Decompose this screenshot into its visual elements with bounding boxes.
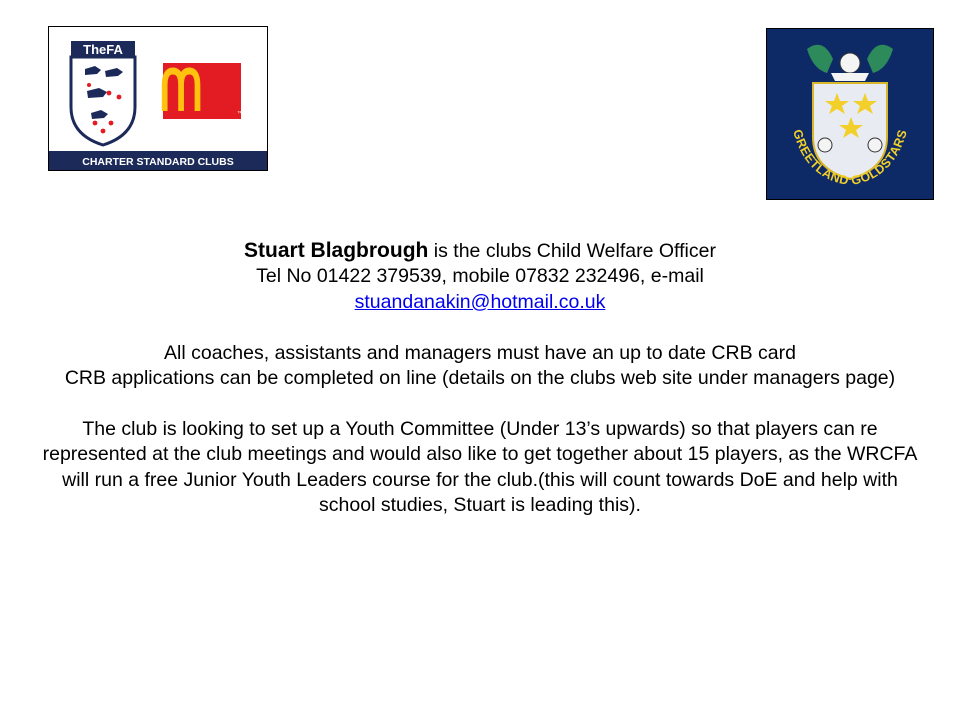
youth-committee-paragraph: The club is looking to set up a Youth Committee (Under 13’s upwards) so that players can re represented at the club meetings and would also like to get together about 15 players, as the WRCFA will run a free Junior Youth Leaders course for the club.(this will count towards DoE and help with school studies, Stuart is leading this). (42, 417, 918, 517)
partner-logo (163, 63, 243, 119)
club-arc-text: GREETLAND GOLDSTARS (790, 127, 910, 189)
crb-applications: CRB applications can be completed on line (details on the clubs web site under managers page) (64, 367, 896, 390)
greetland-goldstars-badge (766, 28, 934, 200)
charter-banner-text: CHARTER STANDARD CLUBS (82, 156, 234, 168)
contact-line: Tel No 01422 379539, mobile 07832 232496, e-mail (256, 265, 704, 288)
email-link[interactable]: stuandanakin@hotmail.co.uk (354, 290, 606, 313)
officer-role: is the clubs Child Welfare Officer (428, 240, 716, 262)
welfare-officer-line (40, 238, 920, 264)
fa-brand-text: TheFA (83, 42, 123, 57)
fa-charter-standard-logo (48, 26, 268, 171)
partner-tm: ™ (237, 111, 243, 117)
crest-icon (807, 45, 893, 81)
officer-name: Stuart Blagbrough (244, 239, 429, 262)
main-content (40, 238, 920, 518)
crb-requirement: All coaches, assistants and managers must have an up to date CRB card (164, 341, 796, 364)
